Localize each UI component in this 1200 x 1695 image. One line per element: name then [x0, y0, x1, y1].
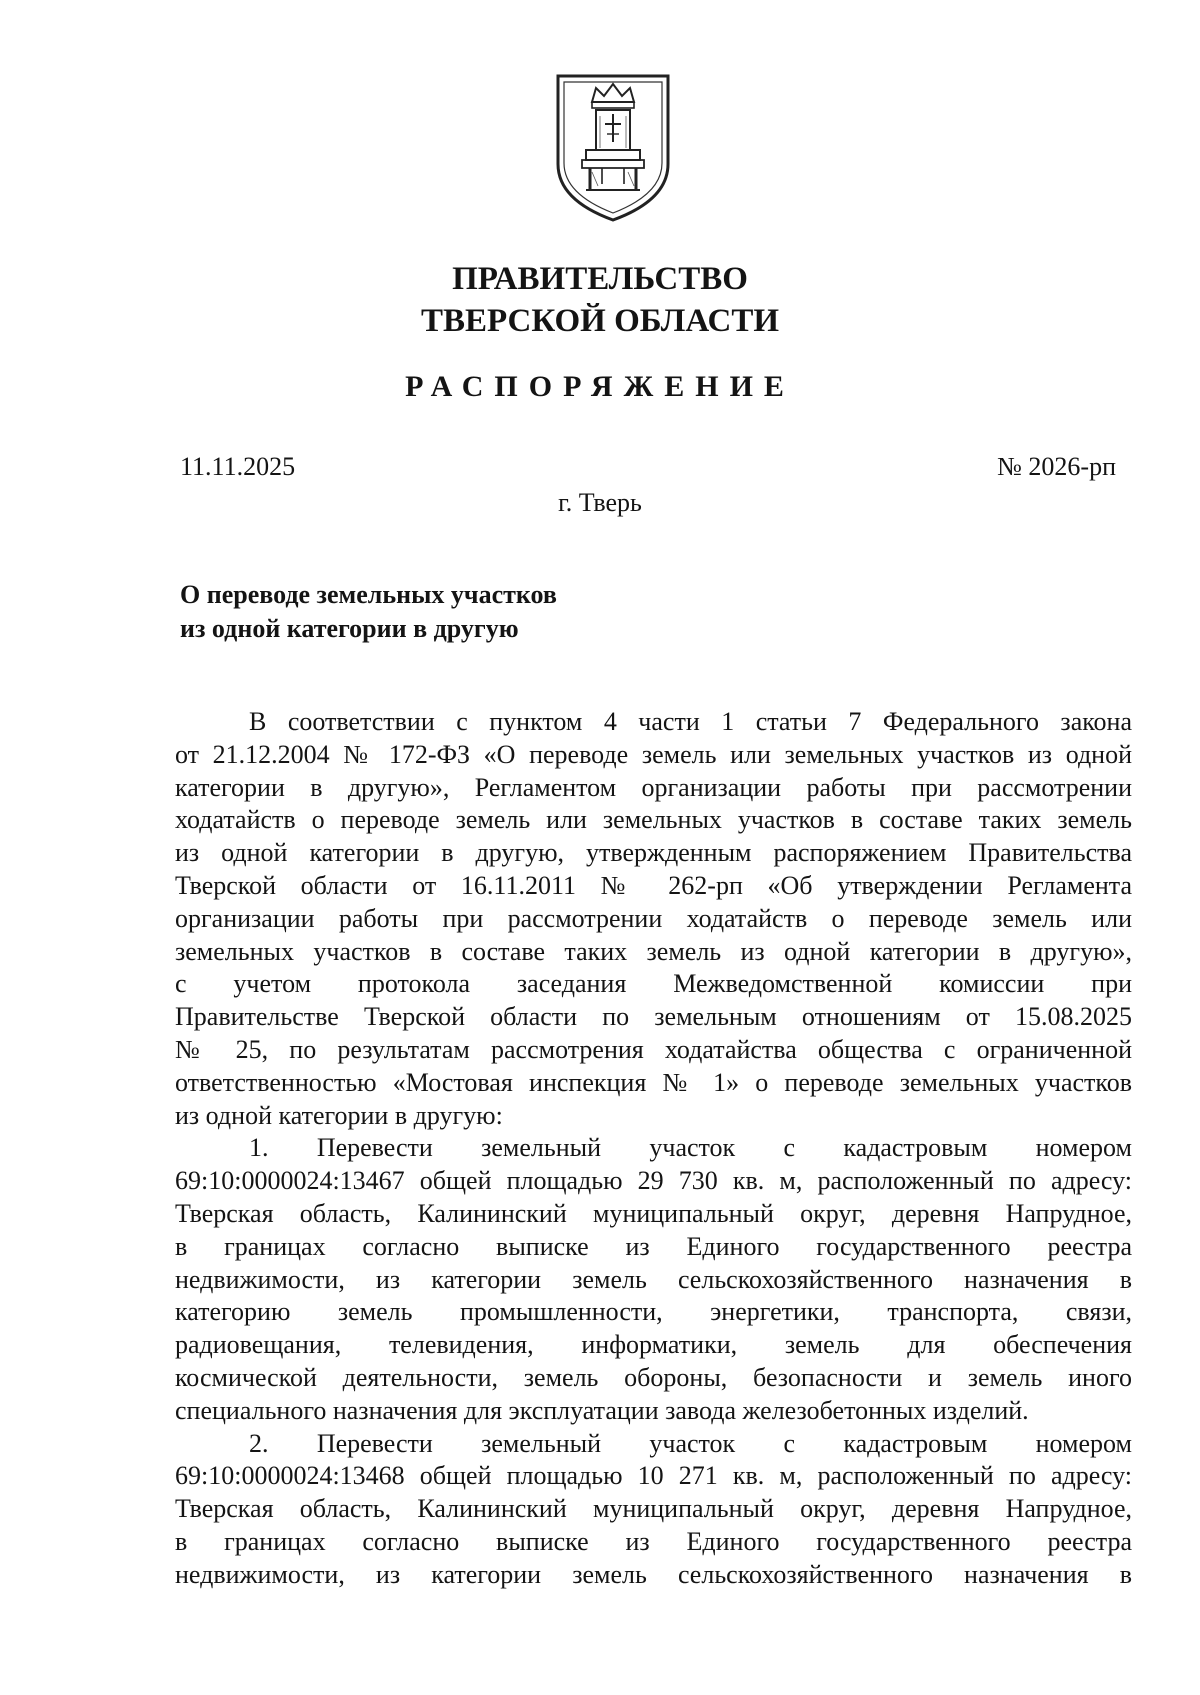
body-line: с учетом протокола заседания Межведомственной комиссии при: [175, 969, 1132, 999]
government-title-line2: ТВЕРСКОЙ ОБЛАСТИ: [420, 303, 780, 339]
body-line: недвижимости, из категории земель сельскохозяйственного назначения в: [175, 1264, 1132, 1294]
body-line: специального назначения для эксплуатации завода железобетонных изделий.: [175, 1395, 1029, 1425]
document-date: 11.11.2025: [180, 452, 296, 481]
body-line: 69:10:0000024:13467 общей площадью 29 730 кв. м, расположенный по адресу:: [175, 1166, 1132, 1196]
document-number: № 2026-рп: [997, 452, 1116, 481]
body-line: 69:10:0000024:13468 общей площадью 10 271 кв. м, расположенный по адресу:: [175, 1461, 1132, 1491]
body-line: Тверской области от 16.11.2011 № 262-рп «Об утверждении Регламента: [175, 870, 1132, 900]
body-line: категории в другую», Регламентом организации работы при рассмотрении: [175, 772, 1132, 802]
body-line: радиовещания, телевидения, информатики, земель для обеспечения: [175, 1330, 1132, 1360]
body-line: организации работы при рассмотрении ходатайств о переводе земель или: [175, 903, 1132, 933]
body-line: в границах согласно выписке из Единого государственного реестра: [175, 1526, 1132, 1556]
body-line: от 21.12.2004 № 172-ФЗ «О переводе земель или земельных участков из одной: [175, 739, 1132, 769]
government-title: [0, 258, 1200, 342]
body-line: ответственностью «Мостовая инспекция № 1» о переводе земельных участков: [175, 1067, 1132, 1097]
body-line: В соответствии с пунктом 4 части 1 статьи 7 Федерального закона: [249, 707, 1132, 736]
document-kind: РАСПОРЯЖЕНИЕ: [405, 370, 795, 403]
body-line: 2. Перевести земельный участок с кадастровым номером: [249, 1428, 1132, 1458]
body-line: 1. Перевести земельный участок с кадастровым номером: [249, 1133, 1132, 1163]
body-line: Тверская область, Калининский муниципальный округ, деревня Напрудное,: [175, 1198, 1132, 1228]
body-line: № 25, по результатам рассмотрения ходатайства общества с ограниченной: [175, 1034, 1132, 1064]
body-line: из одной категории в другую:: [175, 1100, 503, 1130]
subject-line1: О переводе земельных участков: [180, 580, 557, 609]
tver-coat-of-arms-icon: [552, 72, 674, 224]
document-subject: [180, 578, 780, 646]
body-line: в границах согласно выписке из Единого государственного реестра: [175, 1231, 1132, 1261]
body-line: Тверская область, Калининский муниципальный округ, деревня Напрудное,: [175, 1494, 1132, 1524]
body-line: недвижимости, из категории земель сельскохозяйственного назначения в: [175, 1559, 1132, 1589]
government-title-line1: ПРАВИТЕЛЬСТВО: [452, 261, 748, 297]
body-line: земельных участков в составе таких земель из одной категории в другую»,: [175, 936, 1132, 966]
document-body: [175, 706, 1132, 1592]
body-line: ходатайств о переводе земель или земельных участков в составе таких земель: [175, 805, 1132, 835]
document-city: г. Тверь: [558, 488, 642, 517]
body-line: из одной категории в другую, утвержденным распоряжением Правительства: [175, 838, 1132, 868]
body-line: космической деятельности, земель обороны, безопасности и земель иного: [175, 1362, 1132, 1392]
subject-line2: из одной категории в другую: [180, 614, 519, 643]
body-line: Правительстве Тверской области по земельным отношениям от 15.08.2025: [175, 1002, 1132, 1032]
body-line: категорию земель промышленности, энергетики, транспорта, связи,: [175, 1297, 1132, 1327]
